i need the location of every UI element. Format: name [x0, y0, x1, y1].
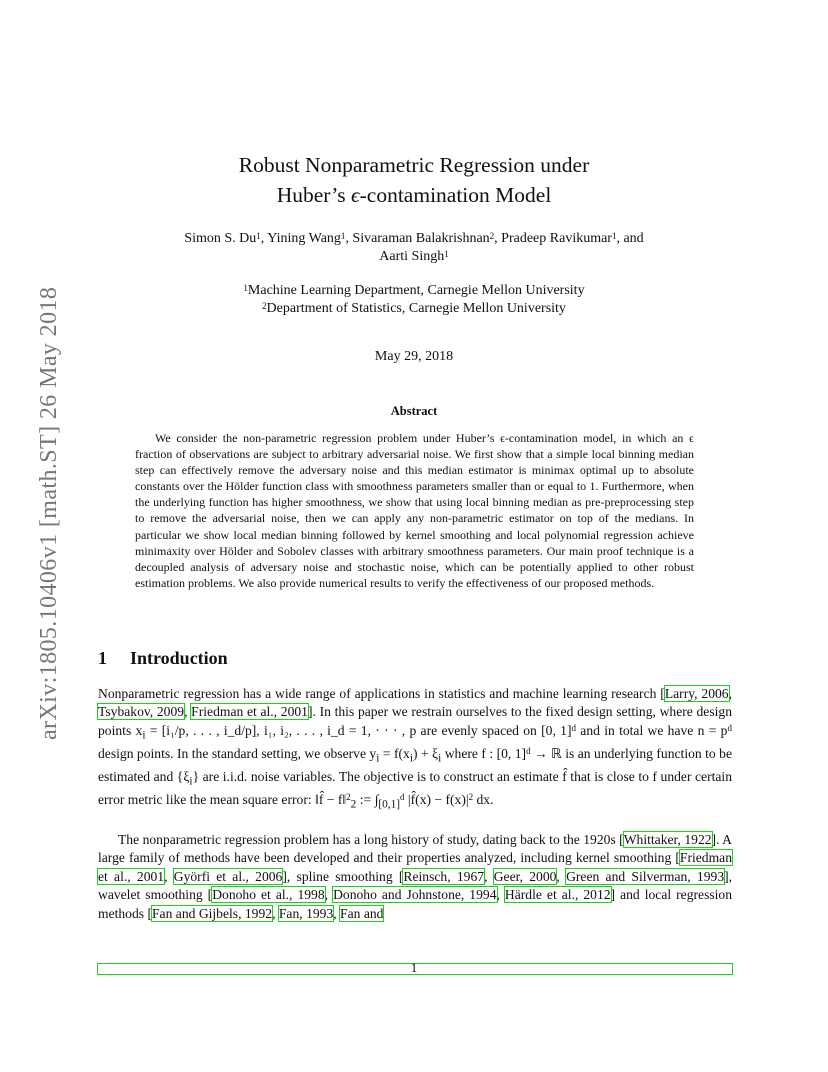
math-subscript: i [409, 752, 413, 765]
citation-link[interactable]: Härdle et al., 2012 [504, 887, 611, 903]
author-name: Aarti Singh [379, 249, 445, 264]
math-superscript: d [727, 722, 732, 733]
paper-title [0, 150, 828, 210]
citation-link[interactable]: Larry, 2006 [664, 686, 729, 701]
text-run: , [484, 868, 494, 884]
math-superscript: 2 [346, 792, 351, 803]
text-run: where f : [0, 1] [441, 745, 527, 761]
affiliation-2 [100, 300, 728, 318]
citation-link[interactable]: Reinsch, 1967 [403, 868, 485, 884]
text-run: , [324, 887, 334, 903]
text-run: ]. In this paper we restrain ourselves to the fixed design setting, where design points x [98, 704, 732, 738]
text-run: , [556, 868, 567, 884]
section-number: 1 [98, 648, 107, 668]
citation-link[interactable]: Whittaker, 1922 [623, 832, 712, 847]
math-subscript: i [142, 729, 146, 742]
title-line-2-start: Huber’s [276, 183, 351, 207]
citation-link[interactable]: Donoho et al., 1998 [212, 887, 325, 903]
text-run: design points. In the standard setting, we observe y [98, 745, 377, 761]
author-name: Yining Wang [267, 231, 341, 246]
math-superscript: d [526, 745, 531, 756]
text-run: ) + ξ [412, 745, 439, 761]
publication-date: May 29, 2018 [374, 349, 454, 364]
text-run: , [184, 704, 192, 720]
affiliations [100, 282, 728, 318]
text-run: , [496, 887, 505, 903]
text-run: ], wavelet smoothing [ [98, 868, 733, 903]
text-run: } are i.i.d. noise variables. The objective is to construct an estimate f̂ that is close to f under certain error metric like the mean square error: ‖f̂ − f‖ [98, 769, 732, 808]
text-run: → ℝ is an underlying function to be estimated and {ξ [98, 745, 732, 785]
intro-paragraph-2 [98, 831, 732, 923]
text-run: Nonparametric regression has a wide range of applications in statistics and machine learning research [ [98, 686, 665, 701]
citation-link[interactable]: Green and Silverman, 1993 [566, 868, 725, 884]
math-superscript: d [571, 722, 576, 733]
author-and: , and [616, 231, 644, 246]
title-line-2-end: -contamination Model [359, 183, 552, 207]
section-heading [98, 648, 228, 669]
affiliation-text: Department of Statistics, Carnegie Mellon University [266, 301, 566, 316]
text-run: = [i₁/p, . . . , i_d/p], i₁, i₂, . . . , i_d = 1, · · · , p are evenly spaced on [0, 1] [145, 722, 572, 738]
citation-link[interactable]: Friedman et al., 2001 [191, 704, 308, 720]
abstract-text: We consider the non-parametric regression problem under Huber’s ϵ-contamination model, in which an ϵ fraction of observations are subject to arbitrary adversarial noise. We first show that a simple local binning median step can effectively remove the adversary noise and this median estimator is minimax optimal up to absolute constants over the Hölder function class with smoothness parameters smaller than or equal to 1. Furthermore, when the underlying function has higher smoothness, we show that using local binning median as pre-preprocessing step to remove the adversarial noise, then we can apply any non-parametric estimator on top of the medians. In particular we show local median binning followed by kernel smoothing and local polynomial regression achieve minimaxity over Hölder and Sobolev classes with arbitrary smoothness parameters. Our main proof technique is a decoupled analysis of adversary noise and stochastic noise, which can be potentially applied to other robust estimation problems. We also provide numerical results to verify the effectiveness of our proposed methods. [135, 431, 694, 590]
author-affil-mark: 1 [256, 231, 261, 241]
math-subscript: i [438, 752, 442, 765]
page-number: 1 [410, 960, 418, 975]
citation-link[interactable]: Friedman et al., 2001 [98, 850, 732, 884]
text-run: , [164, 868, 174, 884]
arxiv-identifier: arXiv:1805.10406v1 [math.ST] 26 May 2018 [36, 286, 62, 740]
author-affil-mark: 1 [340, 231, 346, 241]
text-run: := ∫ [356, 792, 379, 808]
author-list: Simon S. Du$^1$, Yining Wang$^1$, Sivaraman Balakrishnan$^2$, Pradeep Ravikumar$^1$, and Aarti Singh$^1$ [184, 231, 644, 264]
text-run: The nonparametric regression problem has a long history of study, dating back to the 1920s [ [118, 832, 624, 847]
citation-link[interactable]: Fan, 1993 [278, 905, 334, 921]
author-name: Pradeep Ravikumar [501, 231, 612, 246]
text-run: , [333, 905, 341, 921]
abstract-heading: Abstract [390, 404, 438, 418]
text-run: = f(x [379, 745, 410, 761]
title-line-1: Robust Nonparametric Regression under [238, 153, 590, 177]
text-run: ] and local regression methods [ [98, 887, 733, 921]
citation-link[interactable]: Geer, 2000 [493, 868, 557, 884]
affiliation-1 [100, 282, 728, 300]
text-run: , [728, 686, 732, 701]
title-epsilon: ϵ [350, 183, 360, 207]
citation-link[interactable]: Donoho and Johnstone, 1994 [333, 887, 497, 903]
math-superscript: d [400, 792, 405, 803]
author-affil-mark: 1 [611, 231, 617, 241]
math-subscript: [0,1] [378, 798, 401, 811]
citation-link[interactable]: Fan and [340, 905, 384, 921]
math-subscript: i [189, 775, 193, 788]
math-subscript: 2 [350, 798, 357, 811]
text-run: ]. A large family of methods have been developed and their properties analyzed, including kernel smoothing [ [98, 832, 732, 866]
text-run: , [272, 905, 279, 921]
title-line-2 [0, 180, 828, 210]
citation-link[interactable]: Györfi et al., 2006 [173, 868, 283, 884]
text-run: |f̂(x) − f(x)| [404, 792, 469, 808]
section-title: Introduction [130, 648, 228, 668]
affiliation-mark: 1 [243, 283, 248, 293]
author-affil-mark: 2 [489, 231, 495, 241]
math-subscript: i [376, 752, 380, 765]
text-run: ], spline smoothing [ [282, 868, 404, 884]
affiliation-mark: 2 [262, 301, 267, 311]
intro-paragraph-1 [98, 685, 732, 814]
author-affil-mark: 1 [444, 249, 449, 259]
text-run: and in total we have n = p [575, 722, 728, 738]
text-run: dx. [473, 792, 494, 808]
citation-link[interactable]: Tsybakov, 2009 [98, 704, 185, 720]
author-name: Sivaraman Balakrishnan [352, 231, 490, 246]
citation-link[interactable]: Fan and Gijbels, 1992 [152, 905, 273, 921]
affiliation-text: Machine Learning Department, Carnegie Mellon University [247, 283, 585, 298]
math-superscript: 2 [468, 792, 474, 803]
author-name: Simon S. Du [184, 231, 257, 246]
